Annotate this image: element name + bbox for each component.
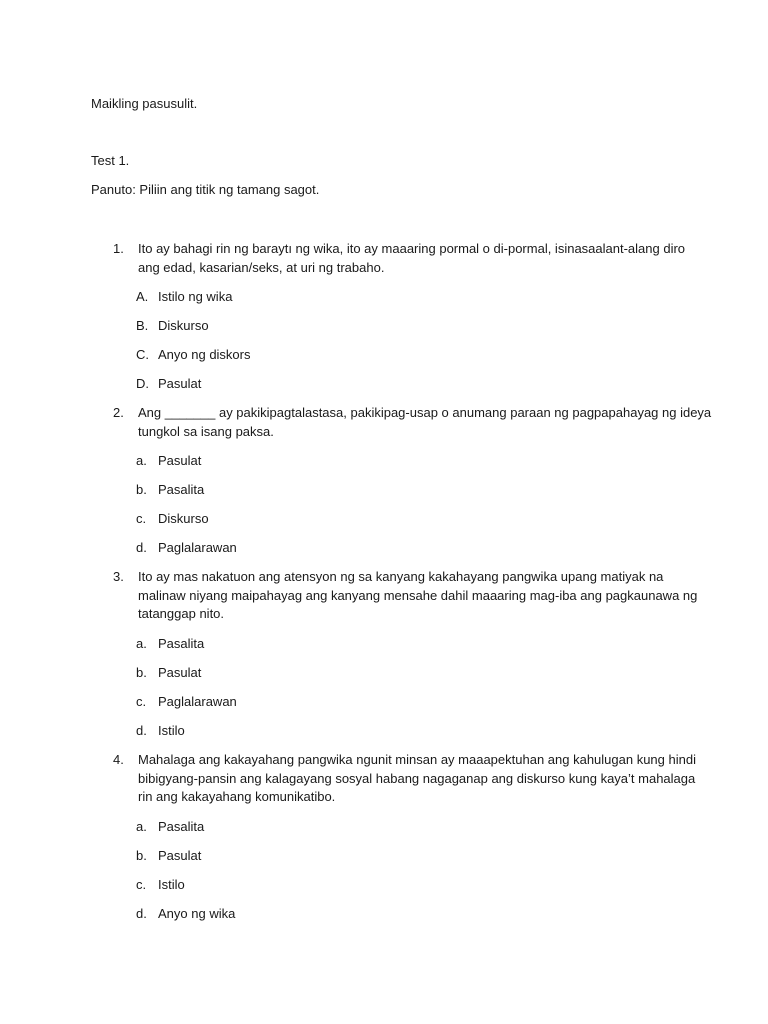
option-letter: D. [136, 376, 149, 391]
question-line: Ito ay mas nakatuon ang atensyon ng sa kanyang kakahayang pangwika upang matiyak na [138, 569, 664, 584]
question-number: 1. [113, 241, 124, 256]
option-letter: A. [136, 289, 149, 304]
option-a [136, 635, 204, 654]
question-text [138, 404, 713, 441]
option-b [136, 664, 201, 683]
option-d [136, 539, 237, 558]
option-b [136, 317, 209, 336]
question-text [138, 751, 713, 807]
option-letter: d. [136, 540, 147, 555]
question-number: 4. [113, 752, 124, 767]
option-letter: a. [136, 636, 147, 651]
option-letter: c. [136, 511, 147, 526]
option-letter: C. [136, 347, 149, 362]
question-line: tatanggap nito. [138, 606, 225, 621]
question-line: Ito ay bahagi rin ng baraytı ng wika, ito ay maaaring pormal o di-pormal, isinasaalant-alang diro [138, 241, 686, 256]
option-c [136, 693, 237, 712]
question-number: 3. [113, 569, 124, 584]
test-label: Test 1. [91, 153, 130, 168]
option-text: Pasalita [158, 482, 205, 497]
option-text: Pasulat [158, 376, 202, 391]
option-text: Istilo [158, 877, 185, 892]
option-letter: b. [136, 665, 147, 680]
option-letter: c. [136, 694, 147, 709]
option-letter: b. [136, 848, 147, 863]
option-letter: a. [136, 453, 147, 468]
option-letter: B. [136, 318, 149, 333]
question-number: 2. [113, 405, 124, 420]
question-line: Mahalaga ang kakayahang pangwika ngunit minsan ay maaapektuhan ang kahulugan kung hindi [138, 752, 696, 767]
option-text: Diskurso [158, 511, 209, 526]
question-line: tungkol sa isang paksa. [138, 423, 274, 439]
question-line: rin ang kakayahang komunikatibo. [138, 789, 336, 804]
option-c [136, 876, 185, 895]
question-line: ang edad, kasarian/seks, at uri ng trabaho. [138, 259, 385, 275]
option-d [136, 722, 185, 741]
option-text: Pasalita [158, 636, 205, 651]
option-letter: a. [136, 819, 147, 834]
question-line: malinaw niyang maipahayag ang kanyang mensahe dahil maaaring mag-iba ang pagkaunawa ng [138, 587, 698, 603]
option-d [136, 375, 201, 394]
option-b [136, 481, 204, 500]
option-text: Istilo ng wika [158, 289, 233, 304]
option-letter: d. [136, 906, 147, 921]
option-text: Pasulat [158, 848, 202, 863]
option-text: Anyo ng wika [158, 906, 236, 921]
option-text: Istilo [158, 723, 185, 738]
option-letter: c. [136, 877, 147, 892]
option-b [136, 847, 201, 866]
quiz-title: Maikling pasusulit. [91, 96, 198, 111]
question-text [138, 568, 713, 624]
option-d [136, 905, 235, 924]
option-c [136, 510, 209, 529]
question-line: Ang _______ ay pakikipagtalastasa, pakikipag-usap o anumang paraan ng pagpapahayag ng ideya [138, 405, 712, 420]
question-line: bibigyang-pansin ang kalagayang sosyal habang nagaganap ang diskurso kung kaya’t mahalaga [138, 770, 696, 786]
instructions: Panuto: Piliin ang titik ng tamang sagot. [91, 182, 320, 197]
option-text: Pasulat [158, 453, 202, 468]
option-letter: d. [136, 723, 147, 738]
option-letter: b. [136, 482, 147, 497]
question-text [138, 240, 713, 277]
option-text: Diskurso [158, 318, 209, 333]
option-text: Anyo ng diskors [158, 347, 251, 362]
option-text: Paglalarawan [158, 540, 237, 555]
option-text: Paglalarawan [158, 694, 237, 709]
option-a [136, 452, 201, 471]
option-a [136, 818, 204, 837]
option-c [136, 346, 251, 365]
option-a [136, 288, 232, 307]
option-text: Pasalita [158, 819, 205, 834]
option-text: Pasulat [158, 665, 202, 680]
